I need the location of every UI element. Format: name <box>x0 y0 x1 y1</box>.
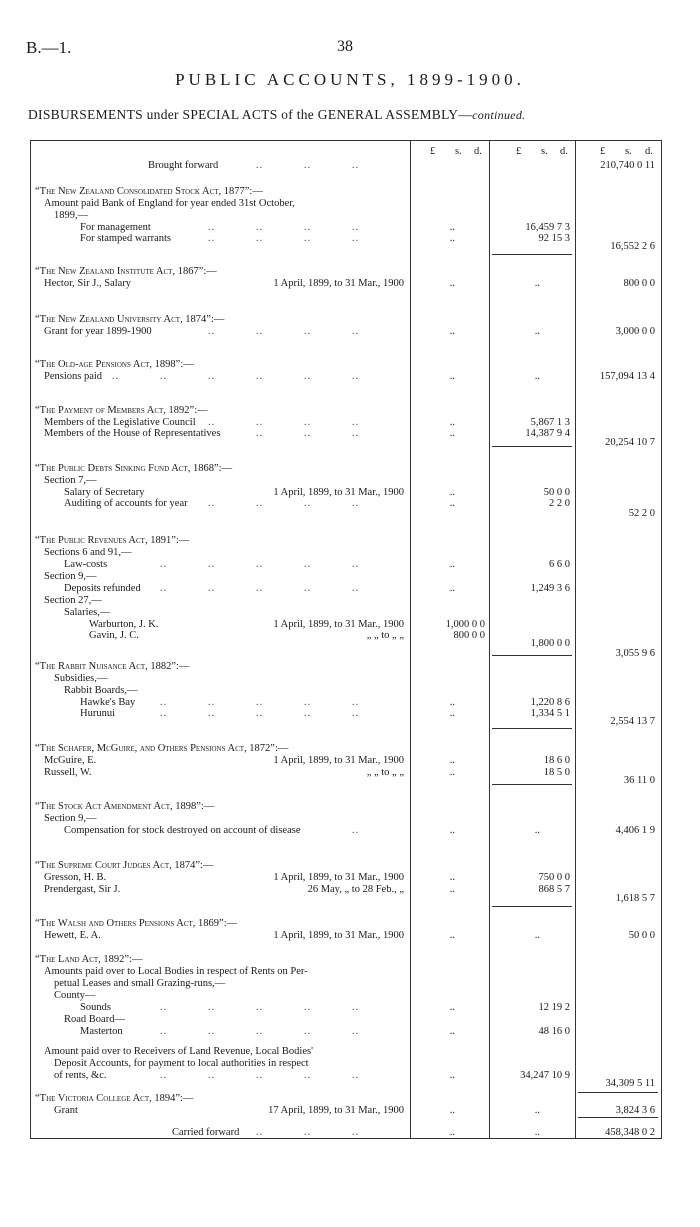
act-heading: “The Walsh and Others Pensions Act, 1869”:— <box>35 918 238 929</box>
leader-dot: .. <box>304 498 312 509</box>
row-label: Masterton <box>80 1026 123 1037</box>
leader-dot: .. <box>256 583 264 594</box>
act-heading: “The Rabbit Nuisance Act, 1882”:— <box>35 661 190 672</box>
leader-dot: .. <box>256 1070 264 1081</box>
leader-dot: .. <box>304 559 312 570</box>
amount-column-2: 48 16 0 <box>538 1026 570 1037</box>
amount-column-2: 16,459 7 3 <box>525 222 570 233</box>
shillings-head-3: s. <box>625 146 632 157</box>
amount-column-1: .. <box>449 708 455 719</box>
leader-dot: .. <box>256 697 264 708</box>
leader-dot: .. <box>256 1127 264 1138</box>
row-label: Subsidies,— <box>54 673 108 684</box>
amount-column-3: 800 0 0 <box>623 278 655 289</box>
row-label: Section 9,— <box>44 813 97 824</box>
amount-column-2: .. <box>534 371 540 382</box>
leader-dot: .. <box>256 1026 264 1037</box>
amount-column-2: .. <box>534 930 540 941</box>
amount-column-2: 2 2 0 <box>549 498 570 509</box>
leader-dot: .. <box>352 222 360 233</box>
act-heading: “The New Zealand University Act, 1874”:— <box>35 314 225 325</box>
leader-dot: .. <box>352 1002 360 1013</box>
amount-column-3: 3,824 3 6 <box>615 1105 655 1116</box>
amount-column-3: 210,740 0 11 <box>600 160 655 171</box>
amount-column-2: 1,249 3 6 <box>530 583 570 594</box>
act-heading: “The Payment of Members Act, 1892”:— <box>35 405 208 416</box>
amount-column-3: 52 2 0 <box>628 508 655 519</box>
amount-column-1: .. <box>449 1127 455 1138</box>
row-label: Section 27,— <box>44 595 102 606</box>
amount-column-1: .. <box>449 1002 455 1013</box>
leader-dot: .. <box>304 1070 312 1081</box>
leader-dot: .. <box>208 233 216 244</box>
leader-dot: .. <box>352 1026 360 1037</box>
amount-column-1: .. <box>449 1026 455 1037</box>
leader-dot: .. <box>256 417 264 428</box>
amount-column-1: .. <box>449 326 455 337</box>
row-label: Section 9,— <box>44 571 97 582</box>
row-label: Compensation for stock destroyed on account of disease <box>64 825 301 836</box>
amount-column-2: 1,334 5 1 <box>530 708 570 719</box>
leader-dot: .. <box>208 1002 216 1013</box>
leader-dot: .. <box>304 583 312 594</box>
leader-dot: .. <box>256 222 264 233</box>
amount-column-1: .. <box>449 487 455 498</box>
subtotal-rule <box>492 784 572 785</box>
amount-column-1: .. <box>449 428 455 439</box>
amount-column-3: 3,000 0 0 <box>615 326 655 337</box>
leader-dot: .. <box>256 371 264 382</box>
amount-column-3: 1,618 5 7 <box>615 893 655 904</box>
total-rule <box>578 1117 658 1118</box>
table-subtitle <box>28 107 525 123</box>
leader-dot: .. <box>208 498 216 509</box>
row-label: Auditing of accounts for year <box>64 498 188 509</box>
pence-head-2: d. <box>560 146 568 157</box>
amount-column-1: .. <box>449 233 455 244</box>
act-heading: “The Schafer, McGuire, and Others Pensions Act, 1872”:— <box>35 743 289 754</box>
leader-dot: .. <box>208 559 216 570</box>
row-period: „ „ to „ „ <box>366 630 404 641</box>
subtotal-rule <box>492 906 572 907</box>
amount-column-3: 4,406 1 9 <box>615 825 655 836</box>
leader-dot: .. <box>352 708 360 719</box>
leader-dot: .. <box>256 233 264 244</box>
amount-column-2: 750 0 0 <box>538 872 570 883</box>
amount-column-2: 50 0 0 <box>543 487 570 498</box>
leader-dot: .. <box>352 417 360 428</box>
page-reference: B.—1. <box>26 38 72 57</box>
leader-dot: .. <box>304 233 312 244</box>
row-label: Rabbit Boards,— <box>64 685 138 696</box>
amount-column-2: .. <box>534 326 540 337</box>
leader-dot: .. <box>352 583 360 594</box>
leader-dot: .. <box>208 708 216 719</box>
leader-dot: .. <box>256 160 264 171</box>
row-label: Hurunui <box>80 708 115 719</box>
leader-dot: .. <box>160 559 168 570</box>
leader-dot: .. <box>256 498 264 509</box>
row-label: Deposits refunded <box>64 583 141 594</box>
amount-column-2: 6 6 0 <box>549 559 570 570</box>
row-label: Warburton, J. K. <box>89 619 159 630</box>
leader-dot: .. <box>304 326 312 337</box>
row-label: Law-costs <box>64 559 108 570</box>
row-period: 1 April, 1899, to 31 Mar., 1900 <box>273 278 404 289</box>
row-period: 1 April, 1899, to 31 Mar., 1900 <box>273 872 404 883</box>
row-period: 1 April, 1899, to 31 Mar., 1900 <box>273 755 404 766</box>
amount-column-1: .. <box>449 697 455 708</box>
row-period: 1 April, 1899, to 31 Mar., 1900 <box>273 930 404 941</box>
subtitle-text: DISBURSEMENTS under SPECIAL ACTS of the GENERAL ASSEMBLY— <box>28 107 473 122</box>
subtotal-rule <box>492 446 572 447</box>
row-label: Amount paid Bank of England for year ended 31st October, <box>44 198 295 209</box>
leader-dot: .. <box>208 697 216 708</box>
amount-column-2: 34,247 10 9 <box>520 1070 570 1081</box>
amount-column-2: 1,800 0 0 <box>530 638 570 649</box>
amount-column-2: 1,220 8 6 <box>530 697 570 708</box>
leader-dot: .. <box>352 559 360 570</box>
amount-column-1: .. <box>449 1105 455 1116</box>
row-label: Brought forward <box>148 160 219 171</box>
amount-column-2: .. <box>534 1127 540 1138</box>
subtotal-rule <box>492 655 572 656</box>
leader-dot: .. <box>256 708 264 719</box>
leader-dot: .. <box>256 428 264 439</box>
page-title: PUBLIC ACCOUNTS, 1899-1900. <box>175 70 525 89</box>
leader-dot: .. <box>208 583 216 594</box>
amount-column-1: .. <box>449 930 455 941</box>
leader-dot: .. <box>208 417 216 428</box>
amount-column-1: .. <box>449 498 455 509</box>
leader-dot: .. <box>352 825 360 836</box>
leader-dot: .. <box>304 697 312 708</box>
pence-head-1: d. <box>474 146 482 157</box>
table-top-rule <box>30 140 661 141</box>
row-label: 1899,— <box>54 210 89 221</box>
act-heading: “The Old-age Pensions Act, 1898”:— <box>35 359 194 370</box>
row-label: Carried forward <box>172 1127 240 1138</box>
amount-column-2: 92 15 3 <box>538 233 570 244</box>
leader-dot: .. <box>160 1026 168 1037</box>
act-heading: “The Land Act, 1892”:— <box>35 954 143 965</box>
amount-column-2: 5,867 1 3 <box>530 417 570 428</box>
row-label: Members of the Legislative Council <box>44 417 196 428</box>
row-label: Gresson, H. B. <box>44 872 107 883</box>
subtotal-rule <box>492 728 572 729</box>
leader-dot: .. <box>304 160 312 171</box>
row-label: of rents, &c. <box>54 1070 107 1081</box>
row-period: 17 April, 1899, to 31 Mar., 1900 <box>268 1105 404 1116</box>
row-label: Pensions paid <box>44 371 103 382</box>
amount-column-1: .. <box>449 825 455 836</box>
row-period: 1 April, 1899, to 31 Mar., 1900 <box>273 619 404 630</box>
amount-column-2: .. <box>534 1105 540 1116</box>
amount-column-2: 12 19 2 <box>538 1002 570 1013</box>
row-label: Members of the House of Representatives <box>44 428 221 439</box>
subtitle-continued: continued. <box>472 108 526 122</box>
amount-column-1: .. <box>449 417 455 428</box>
amount-column-1: .. <box>449 884 455 895</box>
amount-column-3: 50 0 0 <box>628 930 655 941</box>
pence-head-3: d. <box>645 146 653 157</box>
row-label: petual Leases and small Grazing-runs,— <box>54 978 226 989</box>
leader-dot: .. <box>304 708 312 719</box>
leader-dot: .. <box>352 697 360 708</box>
leader-dot: .. <box>304 1127 312 1138</box>
amount-column-1: 1,000 0 0 <box>445 619 485 630</box>
row-label: Salary of Secretary <box>64 487 145 498</box>
row-label: McGuire, E. <box>44 755 97 766</box>
leader-dot: .. <box>352 160 360 171</box>
amount-column-2: .. <box>534 278 540 289</box>
amount-column-2: 868 5 7 <box>538 884 570 895</box>
leader-dot: .. <box>352 428 360 439</box>
amount-column-2: 18 5 0 <box>543 767 570 778</box>
row-label: Prendergast, Sir J. <box>44 884 121 895</box>
leader-dot: .. <box>112 371 120 382</box>
leader-dot: .. <box>160 708 168 719</box>
leader-dot: .. <box>352 498 360 509</box>
leader-dot: .. <box>208 371 216 382</box>
leader-dot: .. <box>352 1070 360 1081</box>
leader-dot: .. <box>208 1026 216 1037</box>
row-label: For stamped warrants <box>80 233 171 244</box>
shillings-head-1: s. <box>455 146 462 157</box>
shillings-head-2: s. <box>541 146 548 157</box>
row-period: 1 April, 1899, to 31 Mar., 1900 <box>273 487 404 498</box>
row-period: 26 May, „ to 28 Feb., „ <box>307 884 404 895</box>
pounds-head-1: £ <box>430 146 436 157</box>
leader-dot: .. <box>160 371 168 382</box>
leader-dot: .. <box>160 697 168 708</box>
amount-column-3: 458,348 0 2 <box>605 1127 655 1138</box>
total-rule <box>578 1092 658 1093</box>
amount-column-3: 16,552 2 6 <box>610 241 655 252</box>
leader-dot: .. <box>256 1002 264 1013</box>
leader-dot: .. <box>304 222 312 233</box>
row-period: „ „ to „ „ <box>366 767 404 778</box>
act-heading: “The Victoria College Act, 1894”:— <box>35 1093 194 1104</box>
leader-dot: .. <box>304 371 312 382</box>
amount-column-1: .. <box>449 559 455 570</box>
row-label: Hector, Sir J., Salary <box>44 278 132 289</box>
leader-dot: .. <box>160 583 168 594</box>
row-label: Sections 6 and 91,— <box>44 547 132 558</box>
leader-dot: .. <box>208 1070 216 1081</box>
leader-dot: .. <box>256 559 264 570</box>
row-label: Section 7,— <box>44 475 97 486</box>
page-number: 38 <box>337 38 353 55</box>
act-heading: “The Stock Act Amendment Act, 1898”:— <box>35 801 215 812</box>
row-label: Russell, W. <box>44 767 92 778</box>
act-heading: “The New Zealand Consolidated Stock Act, 1877”:— <box>35 186 263 197</box>
amount-column-1: .. <box>449 767 455 778</box>
pounds-head-3: £ <box>600 146 606 157</box>
leader-dot: .. <box>256 326 264 337</box>
row-label: Salaries,— <box>64 607 111 618</box>
amount-column-3: 3,055 9 6 <box>615 648 655 659</box>
amount-column-1: .. <box>449 583 455 594</box>
act-heading: “The New Zealand Institute Act, 1867”:— <box>35 266 217 277</box>
amount-column-3: 2,554 13 7 <box>610 716 655 727</box>
leader-dot: .. <box>304 428 312 439</box>
amount-column-1: .. <box>449 872 455 883</box>
amount-column-3: 34,309 5 11 <box>605 1078 655 1089</box>
leader-dot: .. <box>304 417 312 428</box>
leader-dot: .. <box>208 222 216 233</box>
amount-column-2: 14,387 9 4 <box>525 428 570 439</box>
leader-dot: .. <box>160 1002 168 1013</box>
amount-column-3: 157,094 13 4 <box>599 371 655 382</box>
row-label: For management <box>80 222 151 233</box>
pounds-head-2: £ <box>516 146 522 157</box>
leader-dot: .. <box>352 326 360 337</box>
leader-dot: .. <box>160 1070 168 1081</box>
row-label: Deposit Accounts, for payment to local authorities in respect <box>54 1058 309 1069</box>
amount-column-1: .. <box>449 1070 455 1081</box>
row-label: County— <box>54 990 96 1001</box>
row-label: Hewett, E. A. <box>44 930 101 941</box>
row-label: Grant for year 1899-1900 <box>44 326 152 337</box>
leader-dot: .. <box>208 326 216 337</box>
amount-column-1: .. <box>449 278 455 289</box>
act-heading: “The Supreme Court Judges Act, 1874”:— <box>35 860 214 871</box>
row-label: Sounds <box>80 1002 111 1013</box>
act-heading: “The Public Revenues Act, 1891”:— <box>35 535 190 546</box>
amount-column-3: 20,254 10 7 <box>605 437 655 448</box>
row-label: Gavin, J. C. <box>89 630 139 641</box>
leader-dot: .. <box>304 1026 312 1037</box>
amount-column-1: 800 0 0 <box>453 630 485 641</box>
leader-dot: .. <box>352 1127 360 1138</box>
row-label: Grant <box>54 1105 78 1116</box>
subtotal-rule <box>492 254 572 255</box>
row-label: Amounts paid over to Local Bodies in respect of Rents on Per- <box>44 966 308 977</box>
leader-dot: .. <box>304 1002 312 1013</box>
amount-column-1: .. <box>449 371 455 382</box>
amount-column-1: .. <box>449 755 455 766</box>
amount-column-3: 36 11 0 <box>623 775 655 786</box>
act-heading: “The Public Debts Sinking Fund Act, 1868”:— <box>35 463 233 474</box>
table-right-rule <box>661 140 662 1139</box>
leader-dot: .. <box>352 233 360 244</box>
amount-column-2: 18 6 0 <box>543 755 570 766</box>
row-label: Hawke's Bay <box>80 697 136 708</box>
row-label: Road Board— <box>64 1014 125 1025</box>
amount-column-2: .. <box>534 825 540 836</box>
row-label: Amount paid over to Receivers of Land Revenue, Local Bodies' <box>44 1046 313 1057</box>
amount-column-1: .. <box>449 222 455 233</box>
leader-dot: .. <box>352 371 360 382</box>
